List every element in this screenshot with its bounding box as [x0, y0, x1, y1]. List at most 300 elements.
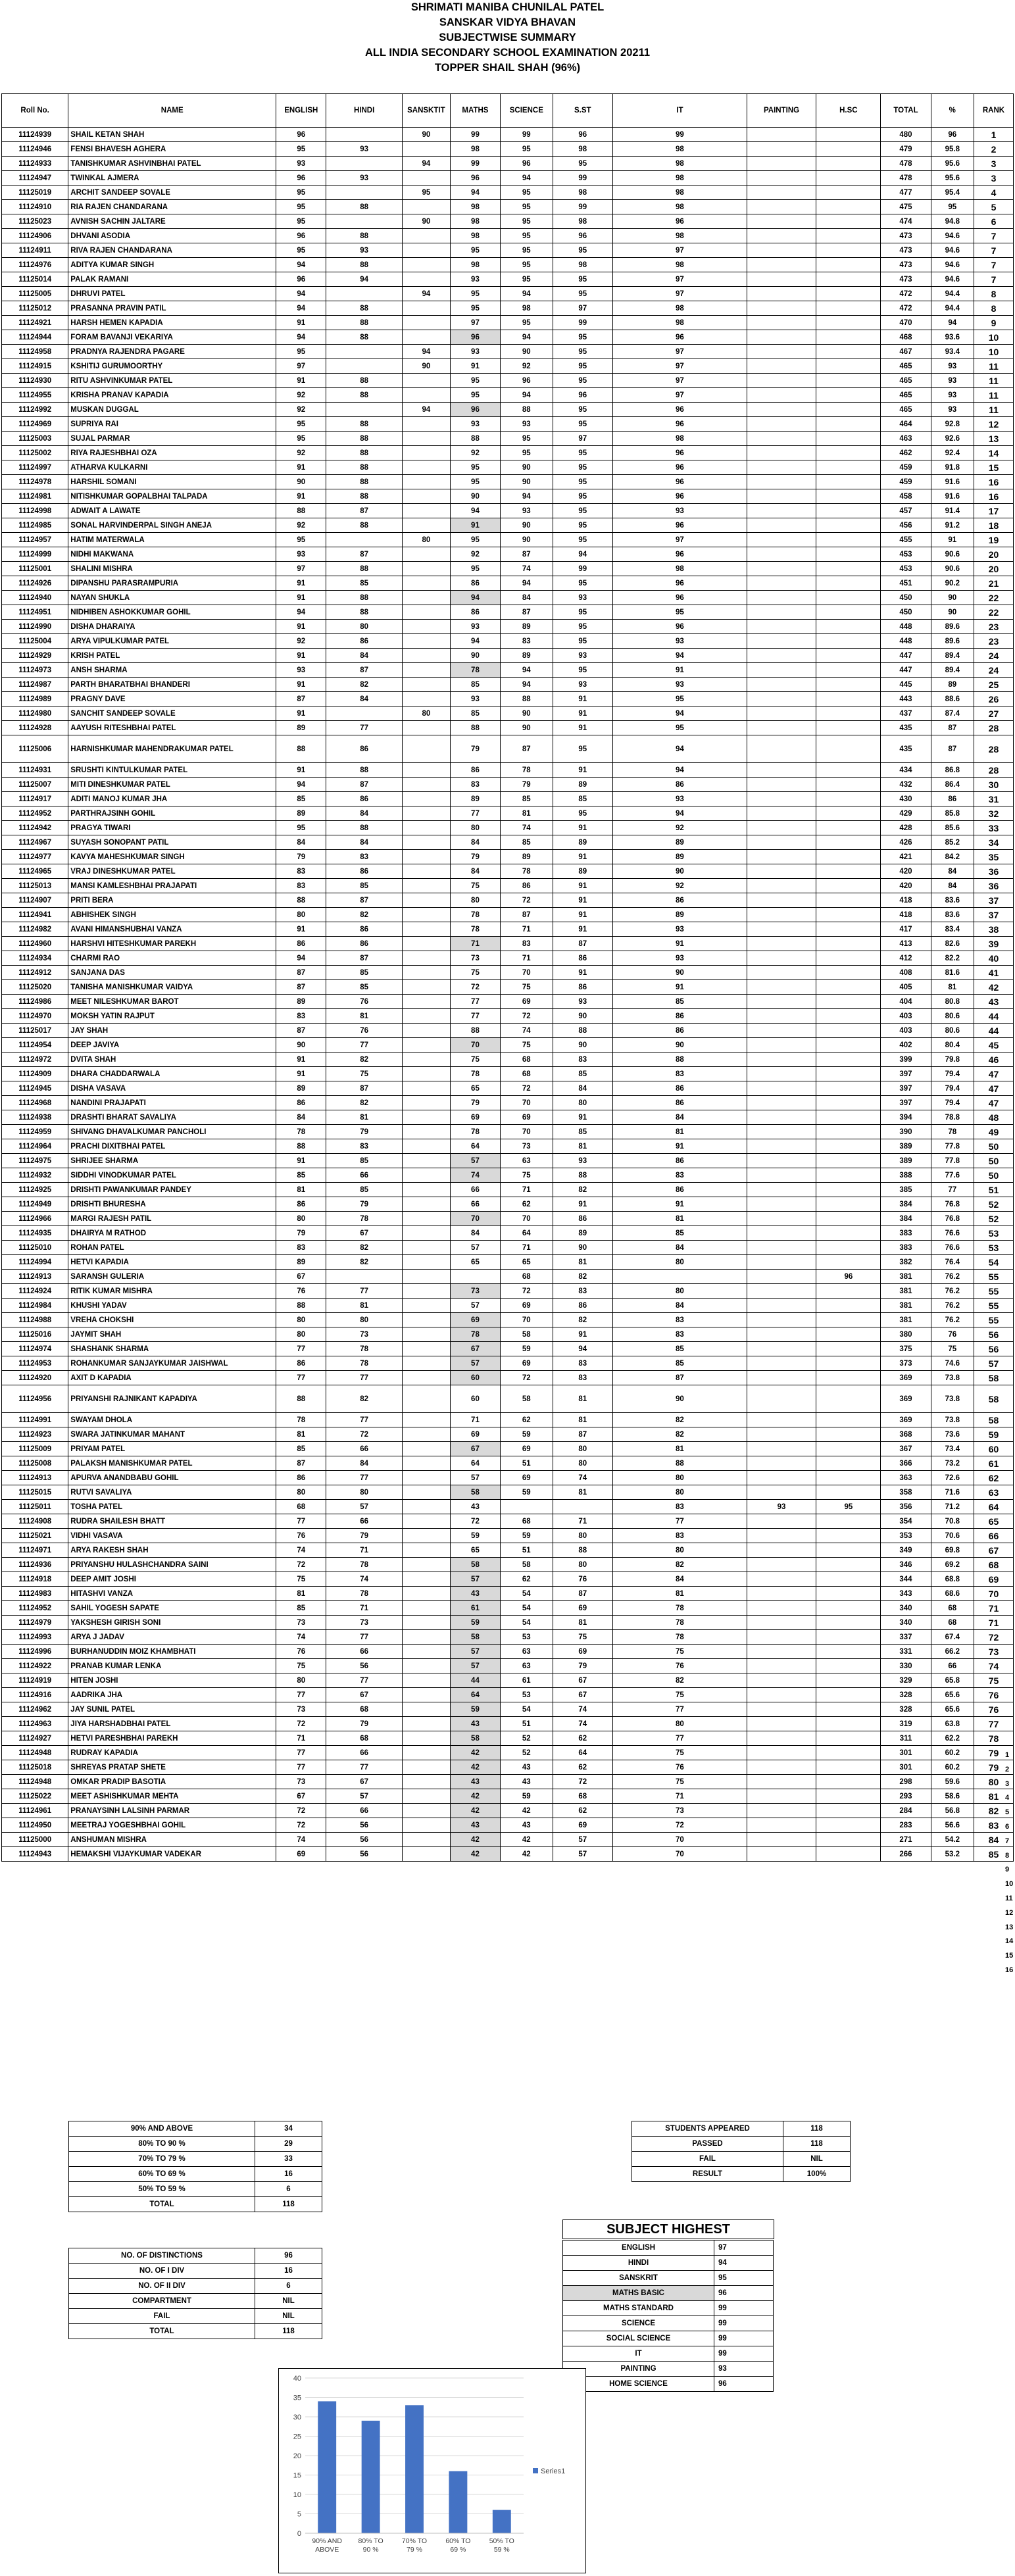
- col-english-cell: 86: [276, 1356, 326, 1371]
- col-total-cell: 382: [881, 1255, 931, 1270]
- col-rank-cell: 59: [974, 1427, 1013, 1442]
- col-name-cell: DHARA CHADDARWALA: [68, 1067, 276, 1081]
- col-hindi-cell: 88: [326, 562, 402, 576]
- col-total-cell: 369: [881, 1371, 931, 1385]
- col-name-cell: TWINKAL AJMERA: [68, 171, 276, 186]
- col-percent-cell: 75: [931, 1342, 974, 1356]
- col-painting-cell: [747, 1125, 816, 1139]
- col-roll-cell: 11124964: [2, 1139, 68, 1154]
- table-row: [2, 778, 1014, 792]
- col-it-cell: 98: [613, 432, 747, 446]
- col-percent-cell: 68.6: [931, 1587, 974, 1601]
- col-sst-cell: 93: [553, 1154, 612, 1168]
- col-hindi-cell: 57: [326, 1789, 402, 1804]
- col-hsc-cell: [816, 864, 881, 879]
- col-sst-cell: 93: [553, 649, 612, 663]
- table-row: [2, 533, 1014, 547]
- col-name-cell: DISHA DHARAIYA: [68, 620, 276, 634]
- col-hsc-cell: [816, 792, 881, 806]
- col-rank-cell: 77: [974, 1717, 1013, 1731]
- col-roll-cell: 11125000: [2, 1833, 68, 1847]
- col-science-cell: 69: [501, 1299, 553, 1313]
- col-sanskrit-cell: [402, 763, 450, 778]
- col-painting-cell: [747, 893, 816, 908]
- col-painting-cell: [747, 1514, 816, 1529]
- col-total-cell: 437: [881, 706, 931, 721]
- col-sanskrit-cell: [402, 591, 450, 605]
- table-row: [2, 446, 1014, 460]
- col-percent-cell: 95.6: [931, 171, 974, 186]
- col-hindi-cell: 66: [326, 1645, 402, 1659]
- col-sst-cell: 98: [553, 258, 612, 272]
- col-science-cell: 63: [501, 1659, 553, 1673]
- col-hsc-cell: [816, 128, 881, 142]
- col-sanskrit-cell: [402, 1500, 450, 1514]
- col-painting-cell: [747, 1587, 816, 1601]
- grade-summary-table: [68, 2121, 322, 2212]
- col-rank-cell: 66: [974, 1529, 1013, 1543]
- col-science-cell: 61: [501, 1673, 553, 1688]
- col-sst-cell: 95: [553, 605, 612, 620]
- col-science-cell: 62: [501, 1572, 553, 1587]
- col-total-cell: 473: [881, 243, 931, 258]
- col-hsc-cell: [816, 1081, 881, 1096]
- table-row: [2, 1760, 1014, 1775]
- school-name: SHRIMATI MANIBA CHUNILAL PATEL: [410, 1, 605, 13]
- col-name-cell: FORAM BAVANJI VEKARIYA: [68, 330, 276, 345]
- col-painting-cell: [747, 966, 816, 980]
- col-rank-cell: 78: [974, 1731, 1013, 1746]
- col-rank-cell: 80: [974, 1775, 1013, 1789]
- col-sanskrit-cell: [402, 893, 450, 908]
- col-percent-cell: 65.8: [931, 1673, 974, 1688]
- col-science-cell: 69: [501, 1471, 553, 1485]
- col-science-cell: 90: [501, 721, 553, 735]
- col-painting-cell: [747, 1543, 816, 1558]
- col-percent-cell: 78.8: [931, 1110, 974, 1125]
- col-english-cell: 89: [276, 721, 326, 735]
- y-tick-label: 30: [293, 2414, 301, 2421]
- side-number: 10: [1005, 1880, 1014, 1889]
- grade_summary-row: [69, 2137, 322, 2152]
- col-rank-cell: 41: [974, 966, 1013, 980]
- col-sst-cell: 95: [553, 489, 612, 504]
- col-science-cell: 75: [501, 980, 553, 995]
- col-science-cell: 90: [501, 460, 553, 475]
- col-name-cell: SUPRIYA RAI: [68, 417, 276, 432]
- col-maths-cell: 65: [450, 1081, 500, 1096]
- col-roll-cell: 11124930: [2, 374, 68, 388]
- col-english-cell: 84: [276, 1110, 326, 1125]
- col-sanskrit-cell: [402, 374, 450, 388]
- col-percent-cell: 56.6: [931, 1818, 974, 1833]
- col-science-cell: 99: [501, 128, 553, 142]
- col-painting-cell: [747, 879, 816, 893]
- col-percent-cell: 94: [931, 316, 974, 330]
- col-roll-cell: 11124987: [2, 678, 68, 692]
- col-sanskrit-cell: [402, 1385, 450, 1413]
- col-maths-cell: 95: [450, 287, 500, 301]
- col-percent-cell: 83.6: [931, 893, 974, 908]
- y-tick-label: 20: [293, 2452, 301, 2460]
- col-percent-cell: 84: [931, 879, 974, 893]
- x-tick-label-line2: 59 %: [493, 2546, 510, 2554]
- col-science-cell: 72: [501, 1284, 553, 1299]
- col-rank-cell: 28: [974, 763, 1013, 778]
- col-english-cell: 85: [276, 1168, 326, 1183]
- col-percent-cell: 90.6: [931, 547, 974, 562]
- col-painting-cell: [747, 243, 816, 258]
- col-rank-cell: 55: [974, 1313, 1013, 1327]
- col-english-cell: 91: [276, 591, 326, 605]
- subject-name: IT: [563, 2346, 714, 2362]
- col-sst-cell: 80: [553, 1096, 612, 1110]
- col-rank-cell: 11: [974, 359, 1013, 374]
- col-painting-cell: [747, 1371, 816, 1385]
- col-painting-cell: [747, 922, 816, 937]
- col-sanskrit-cell: 80: [402, 706, 450, 721]
- col-it-cell: 98: [613, 200, 747, 214]
- col-hsc-cell: [816, 1485, 881, 1500]
- col-hsc-cell: [816, 1645, 881, 1659]
- col-roll-cell: 11124966: [2, 1212, 68, 1226]
- col-maths-cell: 58: [450, 1630, 500, 1645]
- col-rank-cell: 85: [974, 1847, 1013, 1862]
- col-rank-cell: 2: [974, 142, 1013, 157]
- col-roll-cell: 11124928: [2, 721, 68, 735]
- table-row: [2, 1731, 1014, 1746]
- col-it-cell: 83: [613, 1168, 747, 1183]
- col-sst-cell: 85: [553, 1125, 612, 1139]
- col-maths-cell: 89: [450, 792, 500, 806]
- col-roll-cell: 11124913: [2, 1471, 68, 1485]
- col-roll-cell: 11124965: [2, 864, 68, 879]
- table-row: [2, 330, 1014, 345]
- col-english-cell: 95: [276, 821, 326, 835]
- col-percent-cell: 76.8: [931, 1197, 974, 1212]
- col-total-cell: 271: [881, 1833, 931, 1847]
- x-tick-label-line2: 69 %: [450, 2546, 466, 2554]
- col-rank-cell: 17: [974, 504, 1013, 518]
- col-sanskrit-cell: [402, 1818, 450, 1833]
- col-sst-cell: 99: [553, 316, 612, 330]
- col-sanskrit-cell: [402, 1717, 450, 1731]
- col-rank-cell: 73: [974, 1645, 1013, 1659]
- col-it-cell: 96: [613, 591, 747, 605]
- col-sst-cell: 86: [553, 980, 612, 995]
- col-name-cell: SHREYAS PRATAP SHETE: [68, 1760, 276, 1775]
- col-name-cell: KSHITIJ GURUMOORTHY: [68, 359, 276, 374]
- col-rank-cell: 7: [974, 229, 1013, 243]
- col-sst-cell: 83: [553, 1371, 612, 1385]
- col-rank-cell: 67: [974, 1543, 1013, 1558]
- col-hsc-cell: [816, 835, 881, 850]
- col-science-header: SCIENCE: [501, 94, 553, 128]
- col-percent-cell: 85.8: [931, 806, 974, 821]
- col-painting-cell: [747, 937, 816, 951]
- col-english-cell: 83: [276, 879, 326, 893]
- col-sst-cell: 62: [553, 1760, 612, 1775]
- col-science-cell: 70: [501, 1313, 553, 1327]
- col-hindi-cell: 82: [326, 1053, 402, 1067]
- col-hindi-cell: [326, 1270, 402, 1284]
- col-roll-cell: 11124958: [2, 345, 68, 359]
- col-english-cell: 71: [276, 1731, 326, 1746]
- col-sanskrit-cell: [402, 778, 450, 792]
- col-it-cell: 82: [613, 1427, 747, 1442]
- col-sanskrit-header: SANSKTIT: [402, 94, 450, 128]
- col-total-cell: 480: [881, 128, 931, 142]
- subject-highest-row: [563, 2346, 774, 2362]
- col-science-cell: [501, 1500, 553, 1514]
- col-total-cell: 459: [881, 475, 931, 489]
- col-total-cell: 432: [881, 778, 931, 792]
- col-name-cell: ATHARVA KULKARNI: [68, 460, 276, 475]
- col-rank-cell: 10: [974, 330, 1013, 345]
- col-sst-cell: 96: [553, 229, 612, 243]
- col-english-cell: 86: [276, 1471, 326, 1485]
- col-rank-cell: 50: [974, 1168, 1013, 1183]
- col-roll-cell: 11124953: [2, 1356, 68, 1371]
- col-rank-cell: 16: [974, 489, 1013, 504]
- col-percent-cell: 86.4: [931, 778, 974, 792]
- col-hsc-cell: [816, 966, 881, 980]
- col-rank-cell: 43: [974, 995, 1013, 1009]
- col-hindi-cell: 84: [326, 1456, 402, 1471]
- col-maths-cell: 93: [450, 345, 500, 359]
- col-it-cell: 80: [613, 1471, 747, 1485]
- col-hindi-cell: 86: [326, 735, 402, 763]
- col-percent-cell: 73.8: [931, 1371, 974, 1385]
- col-sanskrit-cell: [402, 1804, 450, 1818]
- division_summary-row: [69, 2324, 322, 2339]
- col-total-cell: 413: [881, 937, 931, 951]
- chart-canvas: [279, 2369, 585, 2573]
- col-painting-cell: [747, 576, 816, 591]
- col-total-cell: 381: [881, 1313, 931, 1327]
- col-it-cell: 96: [613, 403, 747, 417]
- col-name-cell: HETVI PARESHBHAI PAREKH: [68, 1731, 276, 1746]
- col-science-cell: 78: [501, 864, 553, 879]
- side-number: 15: [1005, 1952, 1014, 1960]
- col-total-cell: 366: [881, 1456, 931, 1471]
- col-roll-cell: 11124908: [2, 1514, 68, 1529]
- col-sst-cell: 95: [553, 403, 612, 417]
- table-row: [2, 417, 1014, 432]
- col-english-cell: 87: [276, 980, 326, 995]
- col-science-cell: 70: [501, 966, 553, 980]
- grade_summary-label: 50% TO 59 %: [69, 2182, 255, 2197]
- col-name-cell: NITISHKUMAR GOPALBHAI TALPADA: [68, 489, 276, 504]
- col-english-cell: 67: [276, 1270, 326, 1284]
- col-maths-cell: 66: [450, 1197, 500, 1212]
- col-english-cell: 87: [276, 1456, 326, 1471]
- col-roll-cell: 11125017: [2, 1024, 68, 1038]
- col-english-cell: 83: [276, 1241, 326, 1255]
- col-roll-cell: 11124998: [2, 504, 68, 518]
- col-hsc-cell: [816, 388, 881, 403]
- col-maths-cell: 85: [450, 678, 500, 692]
- col-it-cell: 83: [613, 1529, 747, 1543]
- subject-score: 96: [714, 2377, 774, 2392]
- col-hsc-cell: [816, 1688, 881, 1702]
- col-sst-cell: 86: [553, 1299, 612, 1313]
- col-english-cell: 94: [276, 301, 326, 316]
- col-hindi-cell: 85: [326, 966, 402, 980]
- table-row: [2, 663, 1014, 678]
- col-it-cell: 82: [613, 1673, 747, 1688]
- table-row: [2, 243, 1014, 258]
- col-name-cell: HARSHVI HITESHKUMAR PAREKH: [68, 937, 276, 951]
- col-rank-cell: 4: [974, 186, 1013, 200]
- col-roll-cell: 11124925: [2, 1183, 68, 1197]
- col-sanskrit-cell: [402, 1645, 450, 1659]
- col-total-cell: 405: [881, 980, 931, 995]
- col-sst-cell: 90: [553, 1009, 612, 1024]
- col-maths-header: MATHS: [450, 94, 500, 128]
- col-total-cell: 344: [881, 1572, 931, 1587]
- table-row: [2, 1688, 1014, 1702]
- col-rank-cell: 1: [974, 128, 1013, 142]
- col-total-cell: 358: [881, 1485, 931, 1500]
- col-name-cell: DEEP JAVIYA: [68, 1038, 276, 1053]
- col-hsc-cell: [816, 214, 881, 229]
- subject-name: SANSKRIT: [563, 2271, 714, 2286]
- col-rank-cell: 28: [974, 721, 1013, 735]
- col-rank-cell: 26: [974, 692, 1013, 706]
- table-row: [2, 1255, 1014, 1270]
- col-it-cell: 83: [613, 1067, 747, 1081]
- col-science-cell: 94: [501, 678, 553, 692]
- col-hsc-cell: [816, 721, 881, 735]
- col-percent-cell: 80.6: [931, 1024, 974, 1038]
- col-maths-cell: 69: [450, 1110, 500, 1125]
- col-sst-cell: 81: [553, 1255, 612, 1270]
- col-english-cell: 96: [276, 171, 326, 186]
- col-english-cell: 90: [276, 1038, 326, 1053]
- legend-label: Series1: [541, 2467, 566, 2475]
- col-name-cell: NIDHIBEN ASHOKKUMAR GOHIL: [68, 605, 276, 620]
- col-painting-cell: [747, 1067, 816, 1081]
- col-percent-cell: 89.4: [931, 649, 974, 663]
- col-name-cell: SHAIL KETAN SHAH: [68, 128, 276, 142]
- col-it-cell: 90: [613, 864, 747, 879]
- col-painting-cell: [747, 1212, 816, 1226]
- col-maths-cell: 95: [450, 374, 500, 388]
- col-roll-cell: 11124943: [2, 1847, 68, 1862]
- col-name-cell: SHIVANG DHAVALKUMAR PANCHOLI: [68, 1125, 276, 1139]
- col-it-cell: 83: [613, 1327, 747, 1342]
- col-science-cell: 43: [501, 1775, 553, 1789]
- col-it-cell: 86: [613, 1024, 747, 1038]
- col-hindi-cell: 88: [326, 591, 402, 605]
- col-hsc-cell: [816, 1371, 881, 1385]
- y-tick-label: 5: [297, 2510, 301, 2519]
- side-number: 9: [1005, 1866, 1010, 1874]
- table-row: [2, 272, 1014, 287]
- col-maths-cell: 94: [450, 591, 500, 605]
- col-painting-cell: [747, 128, 816, 142]
- col-name-cell: RUTVI SAVALIYA: [68, 1485, 276, 1500]
- col-name-cell: SANJANA DAS: [68, 966, 276, 980]
- col-rank-cell: 56: [974, 1342, 1013, 1356]
- col-percent-cell: 82.2: [931, 951, 974, 966]
- col-hindi-cell: 87: [326, 663, 402, 678]
- col-maths-cell: 96: [450, 330, 500, 345]
- table-row: [2, 1299, 1014, 1313]
- col-maths-cell: 59: [450, 1529, 500, 1543]
- col-maths-cell: 93: [450, 417, 500, 432]
- col-sst-cell: 80: [553, 1442, 612, 1456]
- col-rank-cell: 16: [974, 475, 1013, 489]
- col-science-cell: 69: [501, 1110, 553, 1125]
- col-painting-cell: [747, 1356, 816, 1371]
- col-it-cell: 95: [613, 721, 747, 735]
- col-english-cell: 72: [276, 1717, 326, 1731]
- col-rank-cell: 71: [974, 1616, 1013, 1630]
- col-sanskrit-cell: [402, 200, 450, 214]
- col-rank-cell: 44: [974, 1024, 1013, 1038]
- col-hsc-cell: [816, 591, 881, 605]
- col-painting-cell: [747, 821, 816, 835]
- col-percent-cell: 76.2: [931, 1270, 974, 1284]
- division_summary-row: [69, 2294, 322, 2309]
- col-percent-cell: 77.8: [931, 1154, 974, 1168]
- col-maths-cell: 99: [450, 157, 500, 171]
- col-it-header: IT: [613, 94, 747, 128]
- col-painting-cell: [747, 1168, 816, 1183]
- x-tick-label: 70% TO: [401, 2537, 428, 2545]
- col-rank-cell: 22: [974, 591, 1013, 605]
- col-rank-cell: 58: [974, 1371, 1013, 1385]
- col-rank-cell: 81: [974, 1789, 1013, 1804]
- bar: [318, 2401, 336, 2533]
- col-science-cell: 94: [501, 489, 553, 504]
- col-hsc-cell: [816, 243, 881, 258]
- col-sst-cell: 87: [553, 937, 612, 951]
- col-percent-cell: 71.6: [931, 1485, 974, 1500]
- col-science-cell: 71: [501, 951, 553, 966]
- result_summary-row: [632, 2121, 851, 2137]
- col-percent-cell: 68: [931, 1616, 974, 1630]
- col-it-cell: 89: [613, 850, 747, 864]
- col-maths-cell: 78: [450, 1327, 500, 1342]
- subject-highest-row: [563, 2377, 774, 2392]
- col-rank-cell: 22: [974, 605, 1013, 620]
- col-total-cell: 434: [881, 763, 931, 778]
- col-sst-cell: 95: [553, 374, 612, 388]
- col-maths-cell: 64: [450, 1139, 500, 1154]
- bar: [493, 2510, 511, 2533]
- col-percent-cell: 66: [931, 1659, 974, 1673]
- col-sst-cell: 69: [553, 1601, 612, 1616]
- col-sst-cell: 91: [553, 1110, 612, 1125]
- col-sanskrit-cell: [402, 1427, 450, 1442]
- table-row: [2, 1197, 1014, 1212]
- col-painting-cell: [747, 1775, 816, 1789]
- table-row: [2, 1356, 1014, 1371]
- col-rank-cell: 54: [974, 1255, 1013, 1270]
- col-roll-cell: 11124951: [2, 605, 68, 620]
- col-science-cell: 71: [501, 1241, 553, 1255]
- table-row: [2, 879, 1014, 893]
- col-total-cell: 298: [881, 1775, 931, 1789]
- col-total-cell: 448: [881, 634, 931, 649]
- col-hindi-cell: 77: [326, 721, 402, 735]
- side-number: 1: [1005, 1751, 1010, 1759]
- col-english-cell: 96: [276, 272, 326, 287]
- col-sanskrit-cell: [402, 576, 450, 591]
